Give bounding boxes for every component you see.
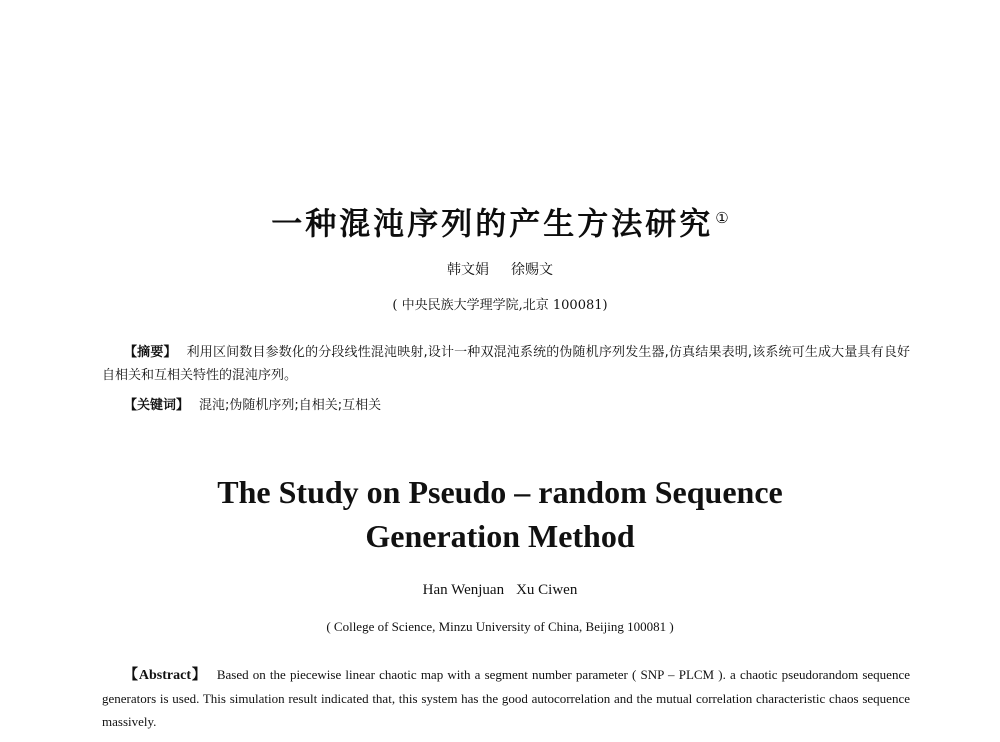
english-author: Xu Ciwen [516, 582, 578, 598]
english-title-line: Generation Method [365, 518, 635, 554]
chinese-keywords [124, 395, 381, 417]
footnote-marker: ① [715, 209, 729, 227]
chinese-abstract-label: 【摘要】 [124, 345, 177, 360]
chinese-title [0, 198, 1000, 244]
english-title [0, 470, 1000, 558]
chinese-abstract-text: 利用区间数目参数化的分段线性混沌映射,设计一种双混沌系统的伪随机序列发生器,仿真结果表明,该系统可生成大量具有良好自相关和互相关特性的混沌序列。 [102, 345, 910, 383]
chinese-affiliation: ( 中央民族大学理学院,北京 100081) [392, 298, 608, 313]
chinese-author: 徐赐文 [511, 262, 553, 278]
chinese-authors [0, 260, 1000, 280]
english-title-line: The Study on Pseudo – random Sequence [217, 474, 783, 510]
chinese-author: 韩文娟 [447, 262, 489, 278]
english-abstract-text: Based on the piecewise linear chaotic map with a segment number parameter ( SNP – PLCM ). a chaotic pseudorandom sequence generators is used. This simulation result indicated that, this system has the good autocorrelation and the mutual correlation characteristic chaos sequence massively. [102, 667, 910, 729]
english-affiliation: ( College of Science, Minzu University of China, Beijing 100081 ) [326, 619, 674, 634]
chinese-title-text: 一种混沌序列的产生方法研究 [271, 206, 714, 243]
chinese-abstract [102, 341, 910, 387]
english-abstract-label: 【Abstract】 [124, 668, 207, 683]
english-author: Han Wenjuan [422, 582, 505, 598]
chinese-keywords-text: 混沌;伪随机序列;自相关;互相关 [199, 398, 382, 413]
chinese-keywords-label: 【关键词】 [124, 398, 190, 413]
english-authors [0, 580, 1000, 600]
english-abstract [102, 663, 910, 733]
